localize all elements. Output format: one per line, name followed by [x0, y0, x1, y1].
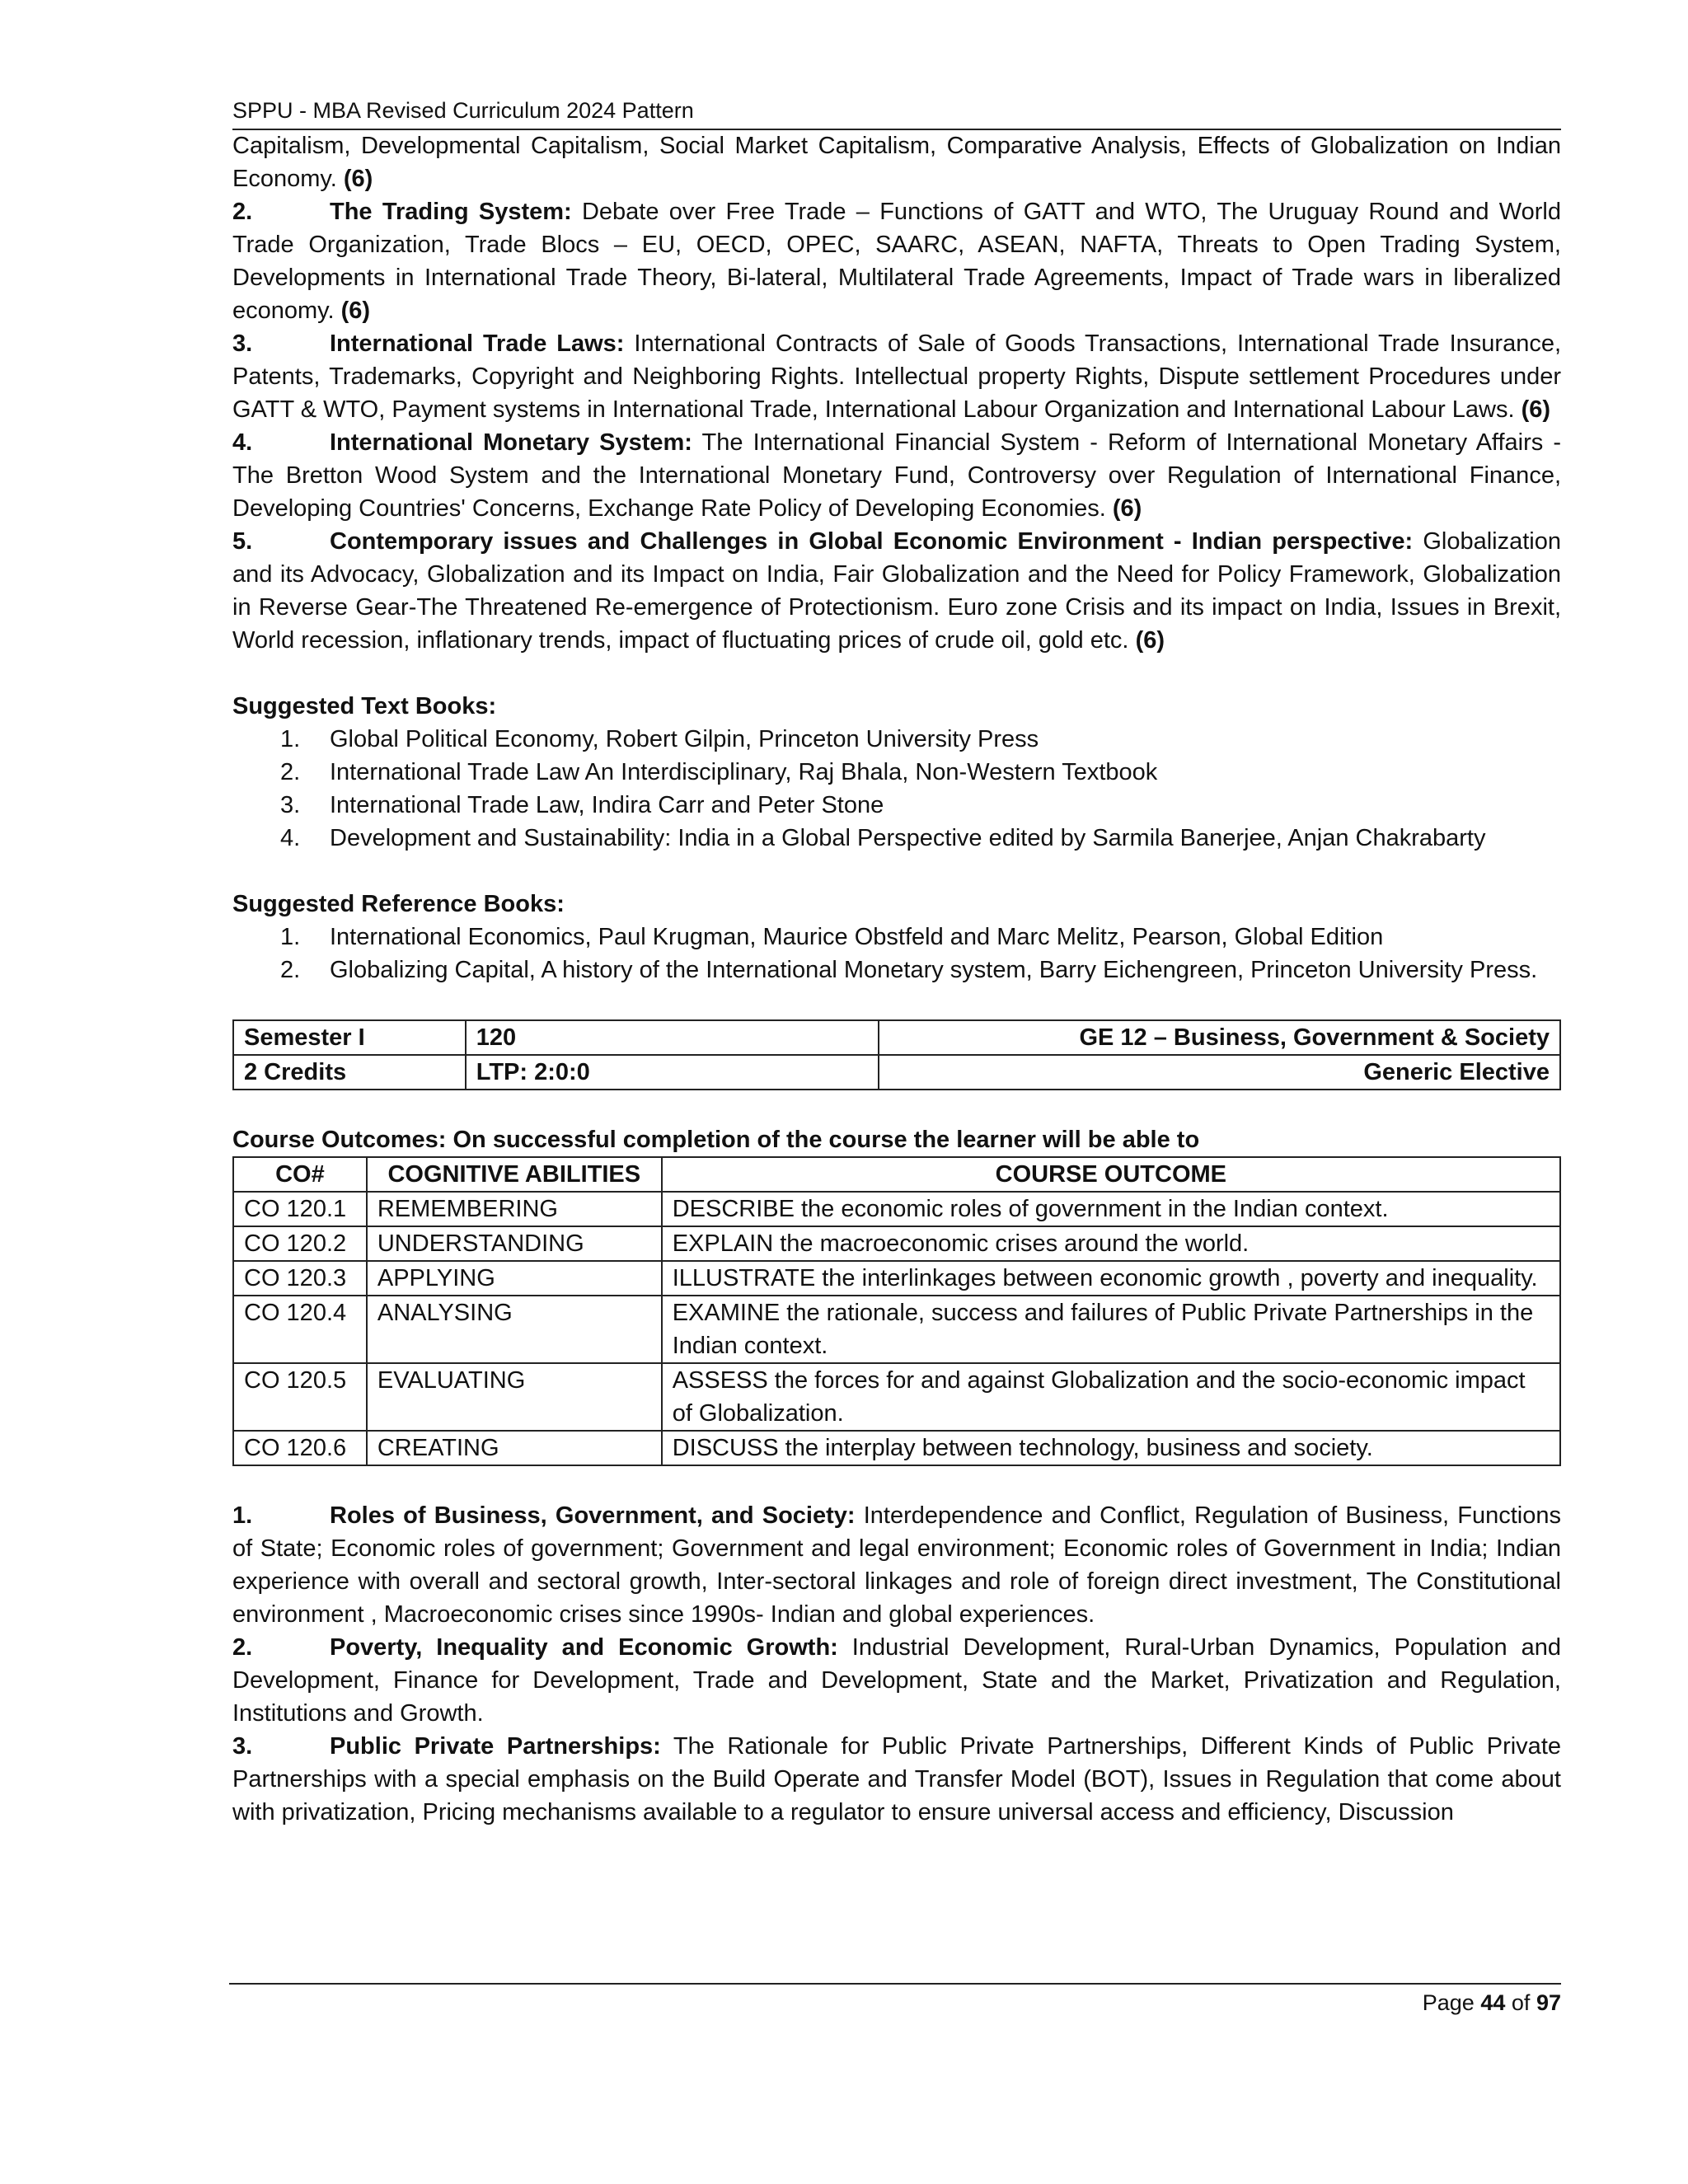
unit-heading: Contemporary issues and Challenges in Global Economic Environment - Indian perspective: — [330, 528, 1414, 555]
co-id-cell: CO 120.1 — [233, 1192, 367, 1226]
reference-books-title: Suggested Reference Books: — [232, 891, 565, 917]
outcome-cell: EXPLAIN the macroeconomic crises around the world. — [662, 1226, 1560, 1261]
course-outcomes-caption: Course Outcomes: On successful completion of the course the learner will be able to — [232, 1127, 1200, 1153]
running-header: SPPU - MBA Revised Curriculum 2024 Pattern — [232, 98, 694, 123]
unit-hours: (6) — [1135, 627, 1165, 654]
unit-number: 5. — [232, 528, 253, 555]
book-number — [232, 822, 330, 855]
outcomes-header-row — [233, 1157, 1560, 1192]
page-footer: Page 44 of 97 — [1422, 1990, 1561, 2015]
book-number — [232, 789, 330, 822]
book-item — [232, 723, 1561, 756]
book-item — [232, 921, 1561, 954]
ability-cell: APPLYING — [367, 1261, 662, 1296]
course-info-row — [233, 1020, 1560, 1055]
unit-section — [232, 1499, 1561, 1631]
ltp-cell: LTP: 2:0:0 — [466, 1055, 879, 1090]
book-number — [232, 723, 330, 756]
unit-number: 1. — [232, 1502, 253, 1529]
book-item — [232, 954, 1561, 987]
course-info-row — [233, 1055, 1560, 1090]
unit-text: The Rationale for Public Private Partnerships, Different Kinds of Public Private Partnerships with a special emphasis on the Build Operate and Transfer Model (BOT), Issues in Regulation that come about with privatization, Pricing mechanisms available to a regulator to ensure universal access and efficiency, Discussion — [232, 1733, 1561, 1825]
book-number-label: 4. — [280, 825, 301, 851]
unit-heading: Public Private Partnerships: — [330, 1733, 661, 1760]
unit-section — [232, 1631, 1561, 1730]
unit-text: Industrial Development, Rural-Urban Dynamics, Population and Development, Finance for Development, Trade and Development, State and the Market, Privatization and Regulation, Institutions and Growth. — [232, 1634, 1561, 1727]
ability-cell: CREATING — [367, 1431, 662, 1465]
unit-heading: Poverty, Inequality and Economic Growth: — [330, 1634, 838, 1661]
book-title: International Economics, Paul Krugman, Maurice Obstfeld and Marc Melitz, Pearson, Global Edition — [330, 924, 1384, 950]
col-header-outcome: COURSE OUTCOME — [662, 1157, 1560, 1192]
page-content — [232, 129, 1561, 1829]
unit-text: International Contracts of Sale of Goods Transactions, International Trade Insurance, Patents, Trademarks, Copyright and Neighboring Rights. Intellectual property Rights, Dispute settlement Procedures under GATT & WTO, Payment systems in International Trade, International Labour Organization and International Labour Laws. — [232, 330, 1562, 423]
outcome-cell: ILLUSTRATE the interlinkages between economic growth , poverty and inequality. — [662, 1261, 1560, 1296]
outcome-cell: DESCRIBE the economic roles of government in the Indian context. — [662, 1192, 1560, 1226]
unit-number: 4. — [232, 429, 253, 456]
col-header-co: CO# — [233, 1157, 367, 1192]
unit-number: 2. — [232, 199, 253, 225]
footer-rule — [229, 1983, 1561, 1985]
ability-cell: ANALYSING — [367, 1296, 662, 1363]
unit-hours: (6) — [340, 298, 371, 324]
book-title: International Trade Law An Interdisciplinary, Raj Bhala, Non-Western Textbook — [330, 759, 1158, 785]
co-id-cell: CO 120.2 — [233, 1226, 367, 1261]
co-id-cell: CO 120.6 — [233, 1431, 367, 1465]
course-outcomes-table — [232, 1156, 1561, 1466]
book-number-label: 1. — [280, 924, 301, 950]
course-info-table — [232, 1019, 1561, 1090]
page-total: 97 — [1536, 1990, 1561, 2015]
ability-cell: REMEMBERING — [367, 1192, 662, 1226]
book-item — [232, 789, 1561, 822]
unit-heading: The Trading System: — [330, 199, 572, 225]
category-cell: Generic Elective — [879, 1055, 1560, 1090]
text-books-list — [232, 723, 1561, 855]
outcome-row — [233, 1261, 1560, 1296]
book-number-label: 2. — [280, 759, 301, 785]
unit-text: The International Financial System - Reform of International Monetary Affairs - The Bretton Wood System and the International Monetary Fund, Controversy over Regulation of International Finance, Developing Countries' Concerns, Exchange Rate Policy of Developing Economies. — [232, 429, 1562, 522]
co-id-cell: CO 120.3 — [233, 1261, 367, 1296]
intro-paragraph: Capitalism, Developmental Capitalism, Social Market Capitalism, Comparative Analysis, Effects of Globalization on Indian Economy. (6) — [232, 133, 1561, 192]
outcome-row — [233, 1192, 1560, 1226]
book-number — [232, 756, 330, 789]
course-title-cell: GE 12 – Business, Government & Society — [879, 1020, 1560, 1055]
book-item — [232, 756, 1561, 789]
unit-text: Interdependence and Conflict, Regulation of Business, Functions of State; Economic roles of government; Government and legal environment; Economic roles of Government in India; Indian experience with overall and sectoral growth, Inter-sectoral linkages and role of foreign direct investment, The Constitutional environment , Macroeconomic crises since 1990s- Indian and global experiences. — [232, 1502, 1562, 1628]
unit-section — [232, 426, 1561, 525]
book-number — [232, 921, 330, 954]
co-id-cell: CO 120.4 — [233, 1296, 367, 1363]
unit-section — [232, 327, 1561, 426]
book-number — [232, 954, 330, 987]
book-title: Globalizing Capital, A history of the International Monetary system, Barry Eichengreen, Princeton University Press. — [330, 957, 1538, 983]
unit-sections-b — [232, 1499, 1561, 1829]
text-books-title: Suggested Text Books: — [232, 693, 497, 719]
book-item — [232, 822, 1561, 855]
outcome-cell: EXAMINE the rationale, success and failures of Public Private Partnerships in the Indian context. — [662, 1296, 1560, 1363]
unit-number: 2. — [232, 1634, 253, 1661]
outcome-row — [233, 1431, 1560, 1465]
unit-text: Debate over Free Trade – Functions of GATT and WTO, The Uruguay Round and World Trade Organization, Trade Blocs – EU, OECD, OPEC, SAARC, ASEAN, NAFTA, Threats to Open Trading System, Developments in International Trade Theory, Bi-lateral, Multilateral Trade Agreements, Impact of Trade wars in liberalized economy. — [232, 199, 1561, 324]
credits-cell: 2 Credits — [233, 1055, 466, 1090]
outcome-cell: ASSESS the forces for and against Globalization and the socio-economic impact of Globalization. — [662, 1363, 1560, 1431]
unit-heading: Roles of Business, Government, and Society: — [330, 1502, 856, 1529]
unit-number: 3. — [232, 330, 253, 357]
ability-cell: EVALUATING — [367, 1363, 662, 1431]
reference-books-list — [232, 921, 1561, 987]
unit-section — [232, 525, 1561, 657]
unit-hours: (6) — [1112, 495, 1142, 522]
book-title: Development and Sustainability: India in a Global Perspective edited by Sarmila Banerjee, Anjan Chakrabarty — [330, 825, 1486, 851]
book-title: International Trade Law, Indira Carr and Peter Stone — [330, 792, 884, 818]
unit-section — [232, 195, 1561, 327]
unit-heading: International Monetary System: — [330, 429, 692, 456]
book-number-label: 3. — [280, 792, 301, 818]
book-number-label: 2. — [280, 957, 301, 983]
unit-section — [232, 1730, 1561, 1829]
outcome-row — [233, 1363, 1560, 1431]
course-code-cell: 120 — [466, 1020, 879, 1055]
semester-cell: Semester I — [233, 1020, 466, 1055]
unit-text: Globalization and its Advocacy, Globalization and its Impact on India, Fair Globalization and the Need for Policy Framework, Globalization in Reverse Gear-The Threatened Re-emergence of Protectionism. Euro zone Crisis and its impact on India, Issues in Brexit, World recession, inflationary trends, impact of fluctuating prices of crude oil, gold etc. — [232, 528, 1561, 654]
ability-cell: UNDERSTANDING — [367, 1226, 662, 1261]
page-number: 44 — [1480, 1990, 1506, 2015]
unit-hours: (6) — [1521, 396, 1551, 423]
outcome-row — [233, 1296, 1560, 1363]
co-id-cell: CO 120.5 — [233, 1363, 367, 1431]
unit-sections-a — [232, 195, 1561, 657]
book-title: Global Political Economy, Robert Gilpin, Princeton University Press — [330, 726, 1039, 752]
unit-number: 3. — [232, 1733, 253, 1760]
book-number-label: 1. — [280, 726, 301, 752]
unit-heading: International Trade Laws: — [330, 330, 625, 357]
outcome-cell: DISCUSS the interplay between technology, business and society. — [662, 1431, 1560, 1465]
outcome-row — [233, 1226, 1560, 1261]
col-header-ability: COGNITIVE ABILITIES — [367, 1157, 662, 1192]
